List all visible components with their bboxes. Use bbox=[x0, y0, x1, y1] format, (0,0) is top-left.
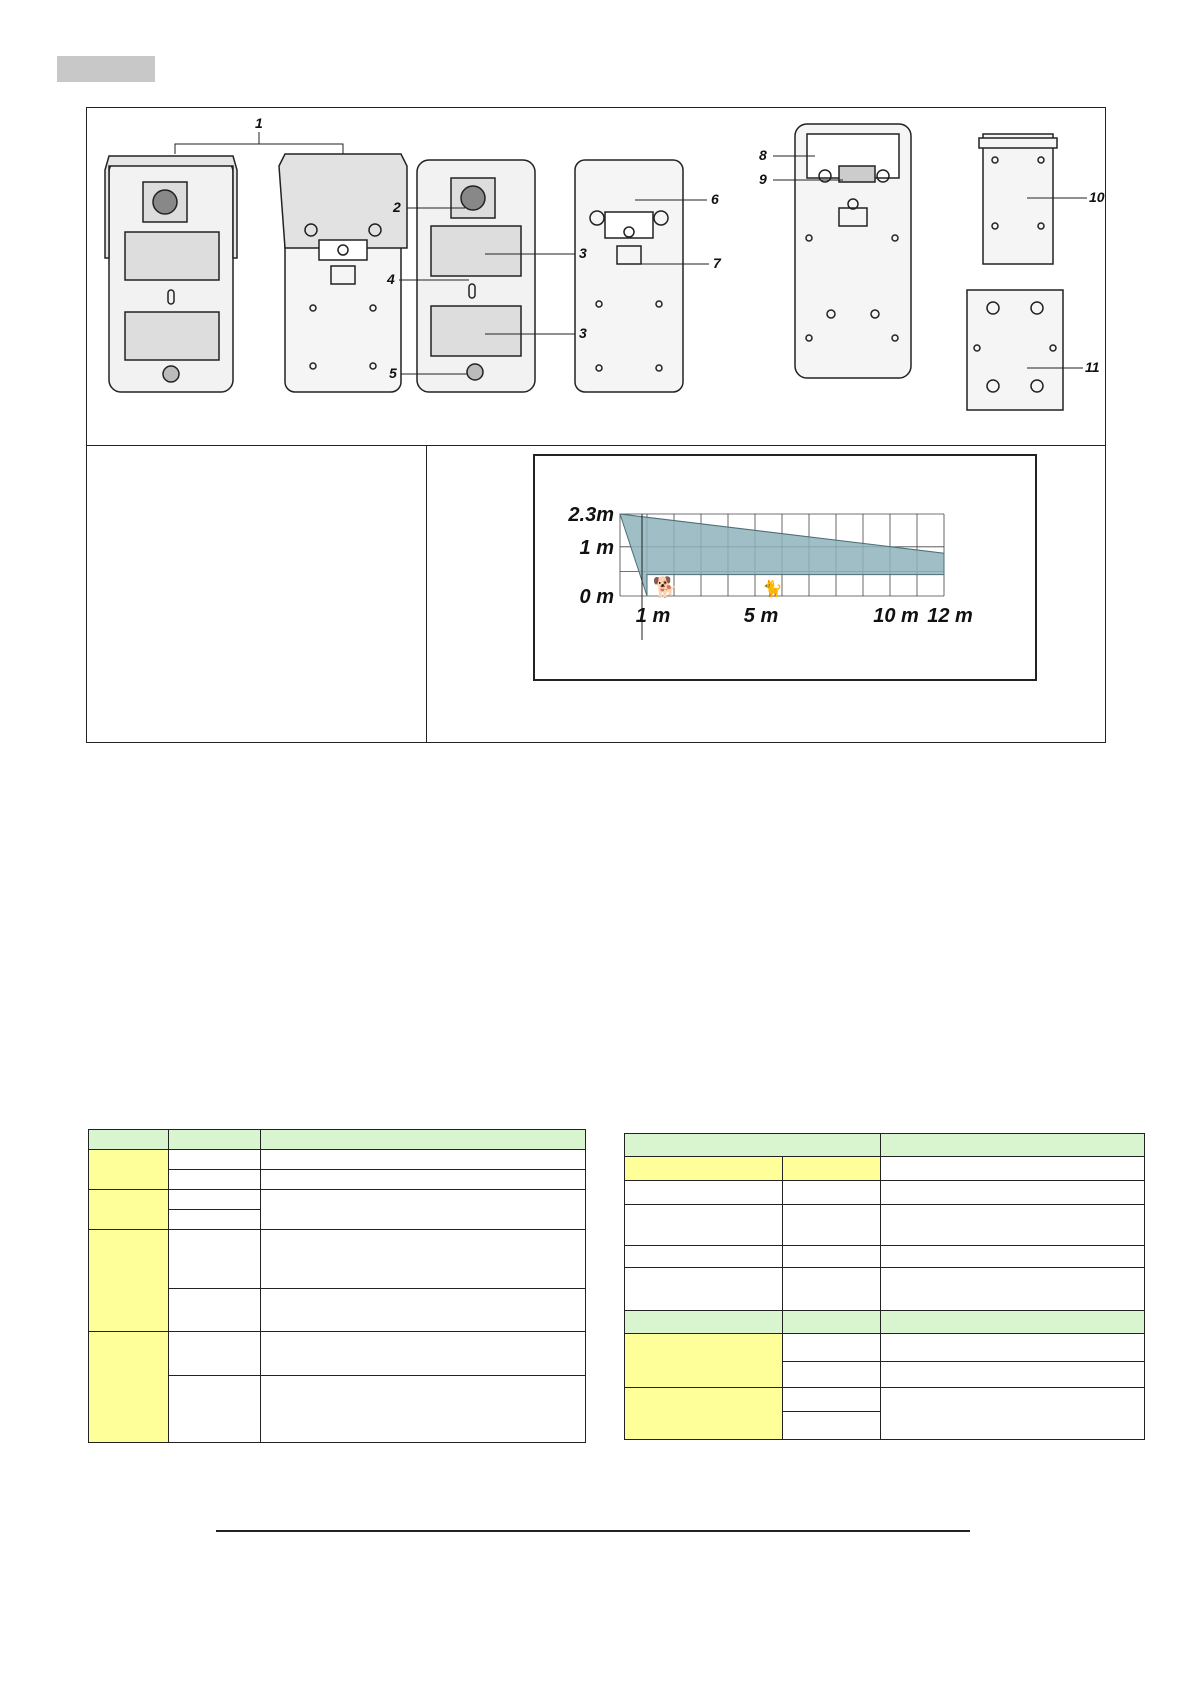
table-row bbox=[89, 1130, 586, 1150]
y-tick-label: 0 m bbox=[579, 586, 614, 608]
table-row bbox=[89, 1332, 586, 1376]
table-row bbox=[625, 1246, 1145, 1268]
callout-10: 10 bbox=[1089, 189, 1105, 205]
callout-4: 4 bbox=[387, 271, 395, 287]
table-row bbox=[625, 1334, 1145, 1362]
callout-11: 11 bbox=[1085, 359, 1100, 375]
detector-front bbox=[417, 160, 535, 392]
table-row bbox=[89, 1230, 586, 1289]
x-tick-label: 5 m bbox=[743, 605, 779, 627]
corner-bracket bbox=[967, 290, 1063, 410]
y-tick-label: 1 m bbox=[579, 536, 614, 559]
detection-range-chart bbox=[533, 454, 1037, 681]
callout-6: 6 bbox=[711, 191, 719, 207]
table-row bbox=[625, 1268, 1145, 1311]
detector-back-terminals bbox=[795, 124, 911, 378]
detector-front-with-hood bbox=[105, 156, 237, 392]
x-tick-label: 10 m bbox=[873, 605, 919, 627]
frame-divider-horizontal bbox=[87, 445, 1105, 446]
callout-3-top: 3 bbox=[579, 245, 587, 261]
x-tick-label: 12 m bbox=[927, 605, 973, 627]
table-row bbox=[625, 1311, 1145, 1334]
dog-icon: 🐕 bbox=[652, 577, 678, 599]
table-row bbox=[89, 1150, 586, 1170]
callout-5: 5 bbox=[389, 365, 397, 381]
footer-rule bbox=[216, 1530, 970, 1532]
callout-8: 8 bbox=[759, 147, 767, 163]
table-row bbox=[625, 1181, 1145, 1205]
callout-9: 9 bbox=[759, 171, 767, 187]
detector-back bbox=[575, 160, 683, 392]
product-parts-illustration bbox=[87, 108, 1105, 444]
table-row bbox=[625, 1157, 1145, 1181]
x-tick-label: 1 m bbox=[635, 605, 671, 627]
settings-table-left bbox=[88, 1129, 586, 1443]
settings-table-right bbox=[624, 1133, 1145, 1440]
frame-divider-vertical bbox=[426, 445, 427, 743]
chart-canvas bbox=[535, 456, 1035, 679]
table-row bbox=[625, 1388, 1145, 1412]
wall-bracket bbox=[979, 134, 1057, 264]
table-row bbox=[625, 1205, 1145, 1246]
cat-icon: 🐈 bbox=[762, 581, 783, 598]
callout-2: 2 bbox=[393, 199, 401, 215]
callout-1: 1 bbox=[255, 115, 263, 131]
table-row bbox=[625, 1134, 1145, 1157]
y-tick-label: 2.3m bbox=[568, 504, 614, 526]
section-tab bbox=[57, 56, 155, 82]
callout-3-bottom: 3 bbox=[579, 325, 587, 341]
table-row bbox=[89, 1190, 586, 1210]
callout-7: 7 bbox=[713, 255, 721, 271]
